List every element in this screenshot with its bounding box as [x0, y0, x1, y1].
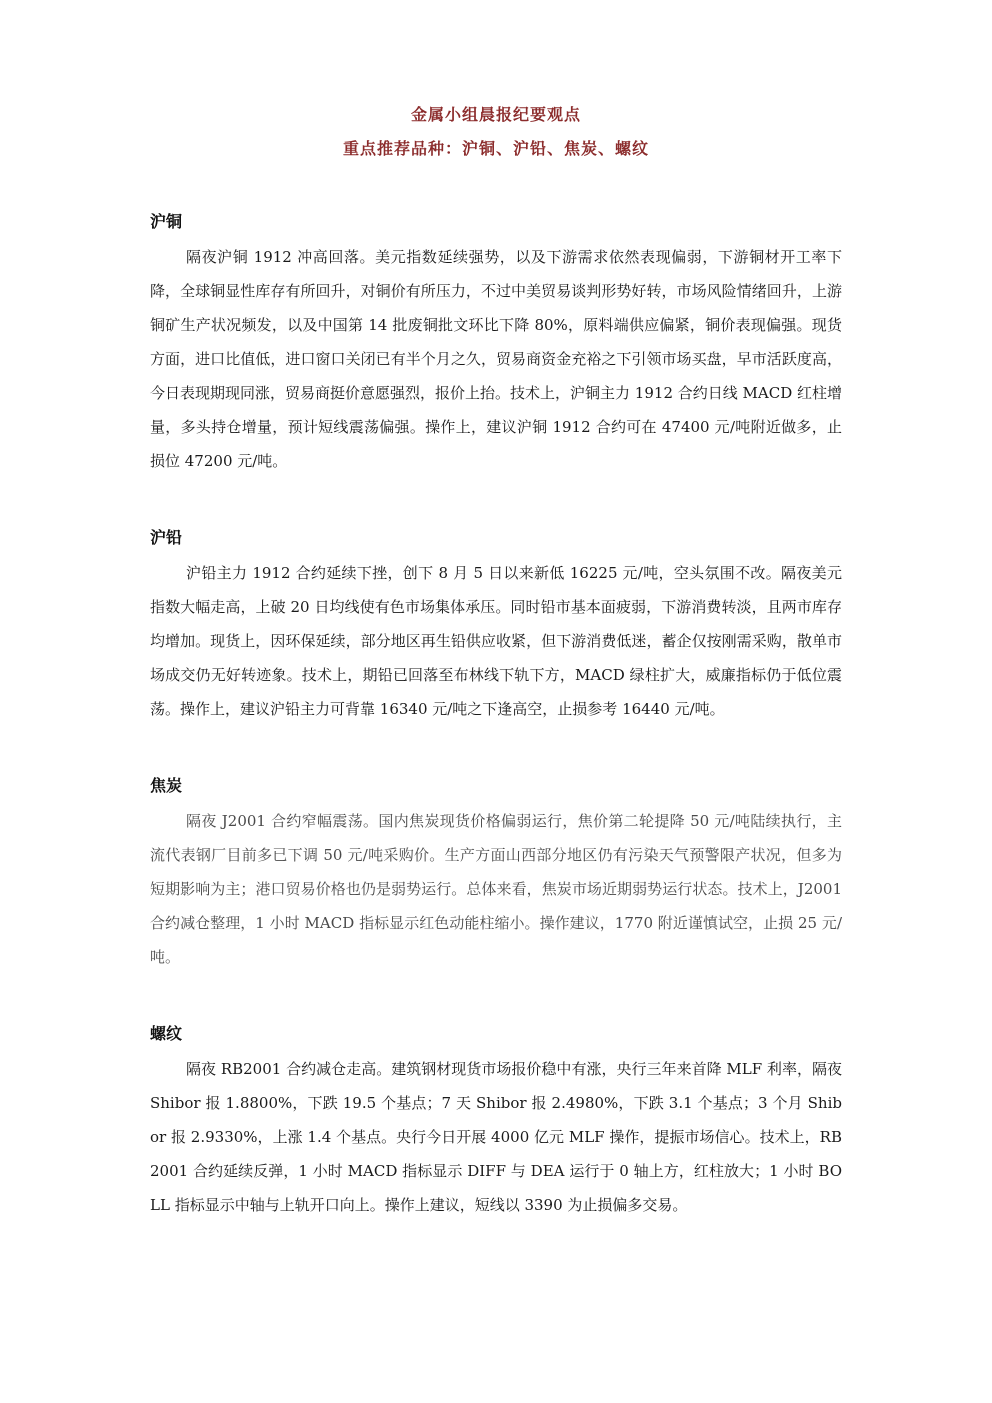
section-heading: 沪铅	[150, 528, 183, 547]
section-body: 隔夜沪铜 1912 冲高回落。美元指数延续强势，以及下游需求依然表现偏弱，下游铜材开工率下降，全球铜显性库存有所回升，对铜价有所压力，不过中美贸易谈判形势好转，市场风险情绪回升，上游铜矿生产状况频发，以及中国第 14 批废铜批文环比下降 80%，原料端供应偏紧，铜价表现偏强。现货方面，进口比值低，进口窗口关闭已有半个月之久，贸易商资金充裕之下引领市场买盘，早市活跃度高，今日表现期现同涨，贸易商挺价意愿强烈，报价上抬。技术上，沪铜主力 1912 合约日线 MACD 红柱增量，多头持仓增量，预计短线震荡偏强。操作上，建议沪铜 1912 合约可在 47400 元/吨附近做多，止损位 47200 元/吨。	[150, 248, 842, 470]
section-rebar	[150, 1022, 842, 1222]
section-copper	[150, 210, 842, 478]
section-heading: 螺纹	[150, 1024, 183, 1043]
document-title: 金属小组晨报纪要观点	[410, 105, 581, 124]
section-coke	[150, 774, 842, 974]
section-lead	[150, 526, 842, 726]
document-subtitle: 重点推荐品种：沪铜、沪铅、焦炭、螺纹	[342, 139, 649, 158]
section-heading: 沪铜	[150, 212, 183, 231]
section-heading: 焦炭	[150, 776, 183, 795]
section-body: 沪铅主力 1912 合约延续下挫，创下 8 月 5 日以来新低 16225 元/吨，空头氛围不改。隔夜美元指数大幅走高，上破 20 日均线使有色市场集体承压。同时铅市基本面疲弱，下游消费转淡，且两市库存均增加。现货上，因环保延续，部分地区再生铅供应收紧，但下游消费低迷，蓄企仅按刚需采购，散单市场成交仍无好转迹象。技术上，期铅已回落至布林线下轨下方，MACD 绿柱扩大，威廉指标仍于低位震荡。操作上，建议沪铅主力可背靠 16340 元/吨之下逢高空，止损参考 16440 元/吨。	[150, 564, 842, 718]
section-body: 隔夜 J2001 合约窄幅震荡。国内焦炭现货价格偏弱运行，焦价第二轮提降 50 元/吨陆续执行，主流代表钢厂目前多已下调 50 元/吨采购价。生产方面山西部分地区仍有污染天气预警限产状况，但多为短期影响为主；港口贸易价格也仍是弱势运行。总体来看，焦炭市场近期弱势运行状态。技术上，J2001 合约减仓整理，1 小时 MACD 指标显示红色动能柱缩小。操作建议，1770 附近谨慎试空，止损 25 元/吨。	[150, 812, 842, 966]
section-body: 隔夜 RB2001 合约减仓走高。建筑钢材现货市场报价稳中有涨，央行三年来首降 MLF 利率，隔夜 Shibor 报 1.8800%，下跌 19.5 个基点；7 天 Shibor 报 2.4980%，下跌 3.1 个基点；3 个月 Shibor 报 2.9330%，上涨 1.4 个基点。央行今日开展 4000 亿元 MLF 操作，提振市场信心。技术上，RB2001 合约延续反弹，1 小时 MACD 指标显示 DIFF 与 DEA 运行于 0 轴上方，红柱放大；1 小时 BOLL 指标显示中轴与上轨开口向上。操作上建议，短线以 3390 为止损偏多交易。	[150, 1060, 842, 1214]
document-page	[150, 100, 842, 1222]
